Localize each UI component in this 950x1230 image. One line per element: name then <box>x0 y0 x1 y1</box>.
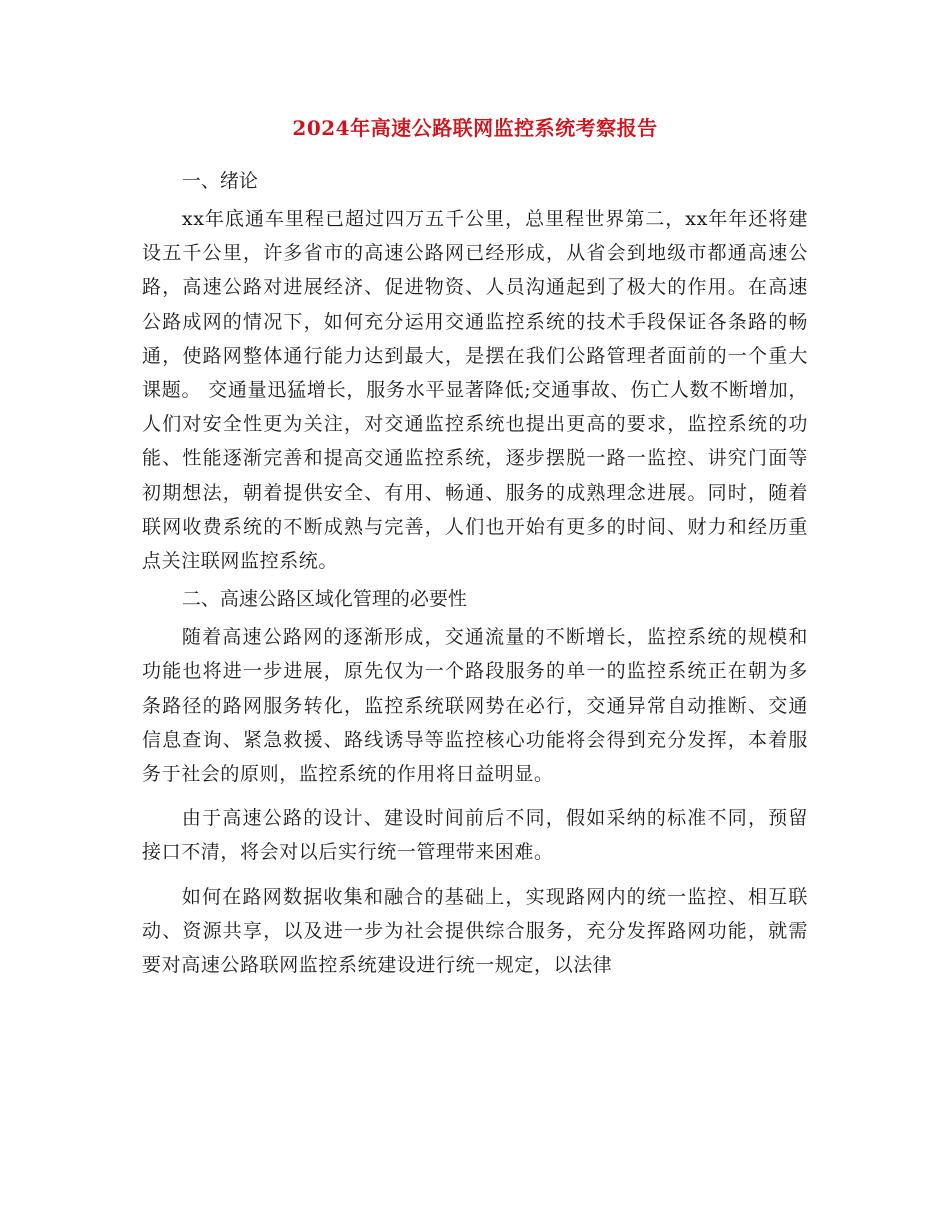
paragraph: 如何在路网数据收集和融合的基础上，实现路网内的统一监控、相互联动、资源共享，以及进一步为社会提供综合服务，充分发挥路网功能，就需要对高速公路联网监控系统建设进行统一规定，以法律 <box>142 885 808 977</box>
section-heading: 二、高速公路区域化管理的必要性 <box>181 588 467 611</box>
document-page <box>142 112 808 986</box>
section-introduction <box>142 164 808 578</box>
paragraph: xx年底通车里程已超过四万五千公里，总里程世界第二，xx年年还将建设五千公里，许多省市的高速公路网已经形成，从省会到地级市都通高速公路，高速公路对进展经济、促进物资、人员沟通起到了极大的作用。在高速公路成网的情况下，如何充分运用交通监控系统的技术手段保证各条路的畅通，使路网整体通行能力达到最大，是摆在我们公路管理者面前的一个重大课题。 交通量迅猛增长，服务水平显著降低;交通事故、伤亡人数不断增加，人们对安全性更为关注，对交通监控系统也提出更高的要求，监控系统的功能、性能逐渐完善和提高交通监控系统，逐步摆脱一路一监控、讲究门面等初期想法，朝着提供安全、有用、畅通、服务的成熟理念进展。同时，随着联网收费系统的不断成熟与完善，人们也开始有更多的时间、财力和经历重点关注联网监控系统。 <box>142 208 808 573</box>
paragraph: 由于高速公路的设计、建设时间前后不同，假如采纳的标准不同，预留接口不清，将会对以后实行统一管理带来困难。 <box>142 807 808 864</box>
section-regional-management <box>142 582 808 982</box>
section-heading: 一、绪论 <box>181 170 258 192</box>
document-title: 2024年高速公路联网监控系统考察报告 <box>292 116 658 140</box>
paragraph: 随着高速公路网的逐渐形成，交通流量的不断增长，监控系统的规模和功能也将进一步进展，原先仅为一个路段服务的单一的监控系统正在朝为多条路径的路网服务转化，监控系统联网势在必行，交通异常自动推断、交通信息查询、紧急救援、路线诱导等监控核心功能将会得到充分发挥，本着服务于社会的原则，监控系统的作用将日益明显。 <box>142 626 808 786</box>
